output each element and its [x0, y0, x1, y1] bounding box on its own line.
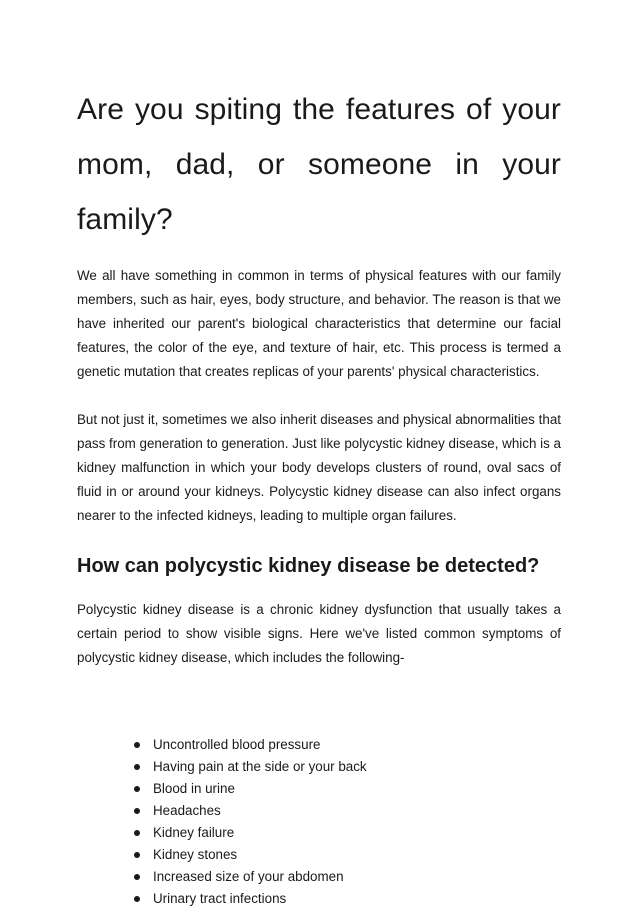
intro-paragraph: We all have something in common in terms of physical features with our family members, such as hair, eyes, body structure, and behavior. The reason is that we have inherited our parent's biological characteristics that determine our facial features, the color of the eye, and texture of hair, etc. This process is termed a genetic mutation that creates replicas of your parents' physical characteristics.: [77, 268, 561, 379]
bullet-icon: [134, 764, 140, 770]
symptoms-list: [77, 734, 561, 910]
list-item-text: Kidney stones: [153, 847, 238, 862]
list-item-text: Urinary tract infections: [153, 891, 287, 906]
bullet-icon: [134, 786, 140, 792]
inheritance-paragraph: But not just it, sometimes we also inherit diseases and physical abnormalities that pass from generation to generation. Just like polycystic kidney disease, which is a kidney malfunction in which your body develops clusters of round, oval sacs of fluid in or around your kidneys. Polycystic kidney disease can also infect organs nearer to the infected kidneys, leading to multiple organ failures.: [77, 412, 561, 523]
list-item: [125, 778, 561, 800]
list-item: [125, 822, 561, 844]
list-item: [125, 800, 561, 822]
list-item-text: Blood in urine: [153, 781, 235, 796]
list-item-text: Increased size of your abdomen: [153, 869, 344, 884]
bullet-icon: [134, 874, 140, 880]
list-item: [125, 734, 561, 756]
list-item-text: Headaches: [153, 803, 221, 818]
bullet-icon: [134, 830, 140, 836]
list-item: [125, 756, 561, 778]
bullet-icon: [134, 808, 140, 814]
section-heading: How can polycystic kidney disease be detected?: [77, 555, 540, 577]
bullet-icon: [134, 896, 140, 902]
list-item: [125, 888, 561, 910]
list-item: [125, 844, 561, 866]
list-item: [125, 866, 561, 888]
list-item-text: Having pain at the side or your back: [153, 759, 367, 774]
article-title: Are you spiting the features of your mom, dad, or someone in your family?: [77, 93, 561, 236]
bullet-icon: [134, 852, 140, 858]
symptoms-intro-paragraph: Polycystic kidney disease is a chronic kidney dysfunction that usually takes a certain period to show visible signs. Here we've listed common symptoms of polycystic kidney disease, which includes the following-: [77, 602, 561, 665]
bullet-icon: [134, 742, 140, 748]
list-item-text: Kidney failure: [153, 825, 235, 840]
list-item-text: Uncontrolled blood pressure: [153, 737, 321, 752]
